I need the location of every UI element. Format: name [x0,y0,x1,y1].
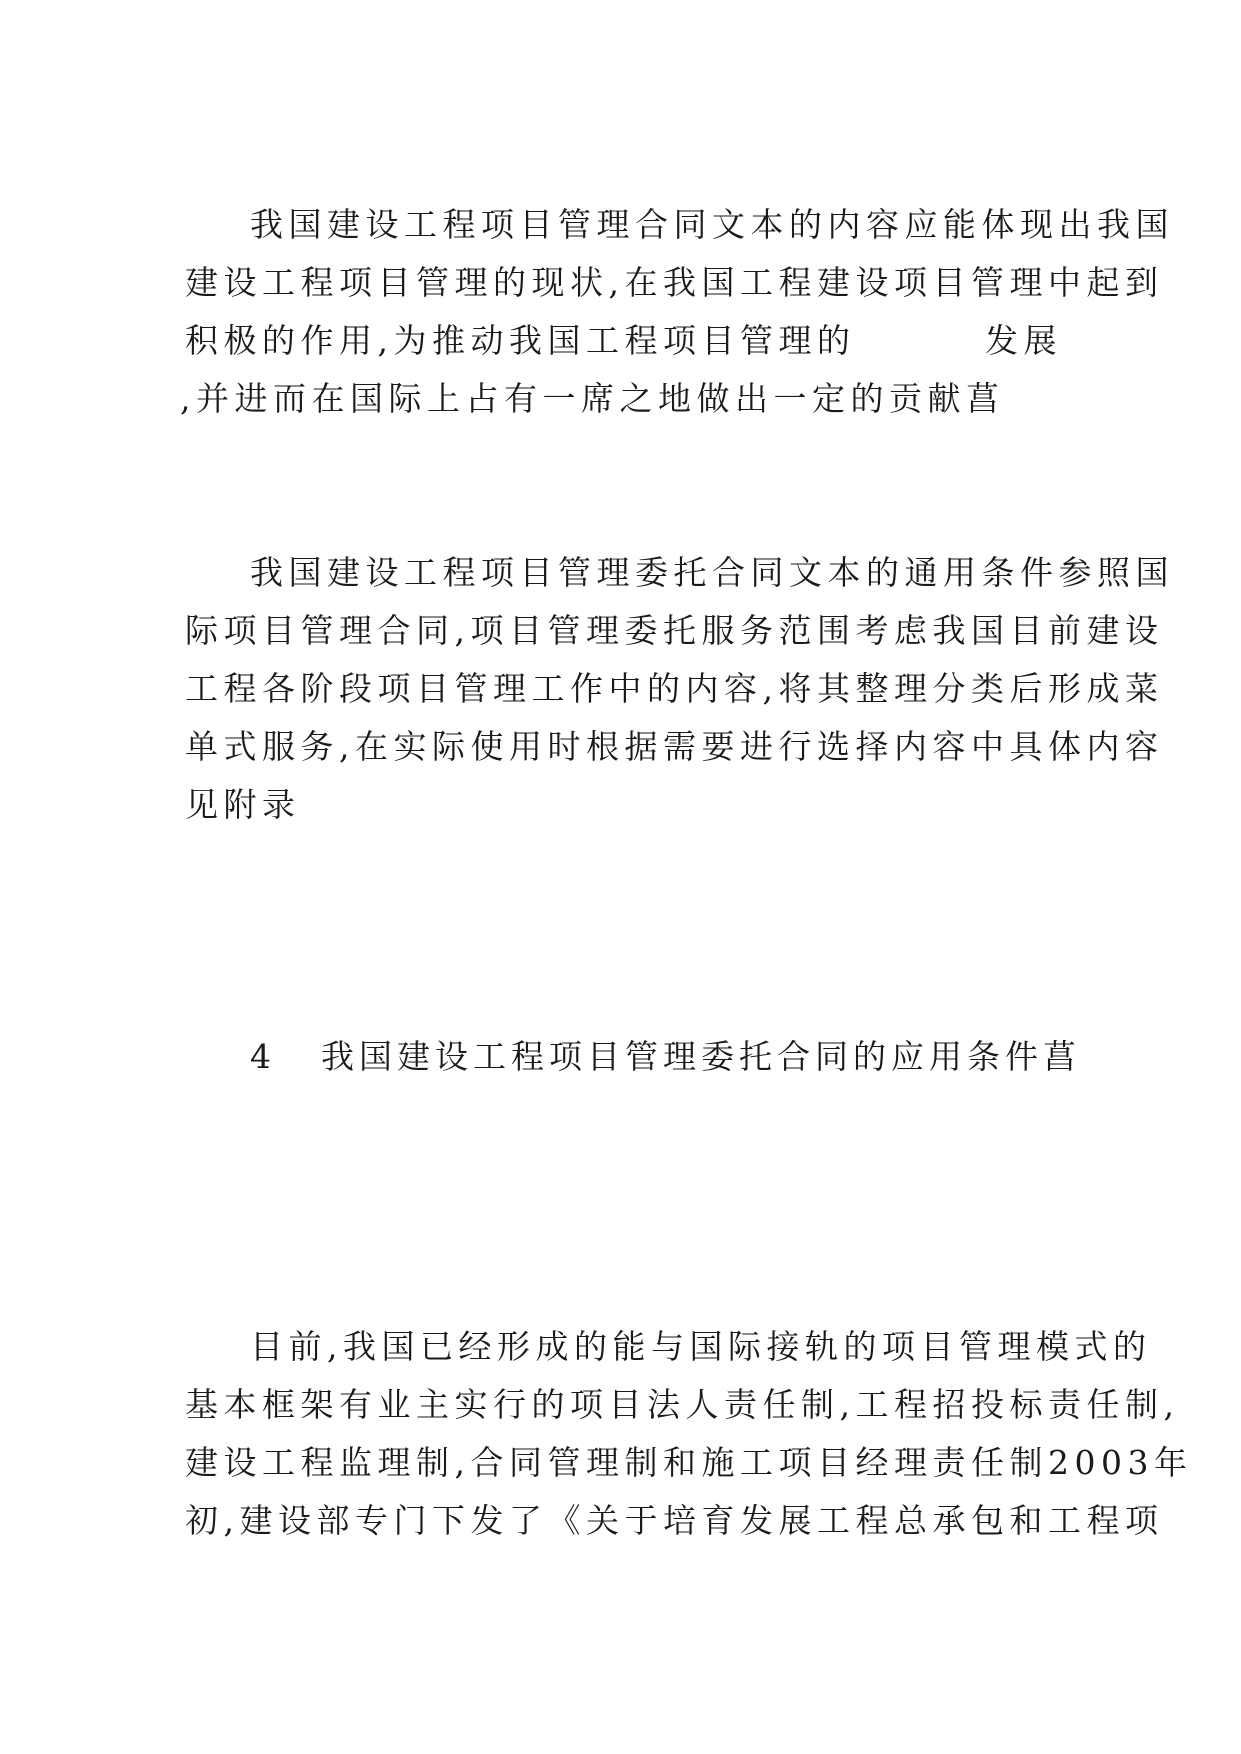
paragraph-2-line-4: 单式服务,在实际使用时根据需要进行选择内容中具体内容 [185,727,1164,766]
paragraph-3-line-1: 目前,我国已经形成的能与国际接轨的项目管理模式的 [250,1327,1152,1366]
paragraph-1-line-4: ,并进而在国际上占有一席之地做出一定的贡献菖 [180,379,1005,418]
paragraph-3-line-3: 建设工程监理制,合同管理制和施工项目经理责任制2003年 [185,1443,1193,1482]
paragraph-2-line-3: 工程各阶段项目管理工作中的内容,将其整理分类后形成菜 [185,669,1164,708]
section-title: 我国建设工程项目管理委托合同的应用条件菖 [321,1037,1081,1076]
paragraph-1-line-1: 我国建设工程项目管理合同文本的内容应能体现出我国 [250,205,1174,244]
paragraph-3-line-4: 初,建设部专门下发了《关于培育发展工程总承包和工程项 [185,1501,1164,1540]
section-heading [250,1037,1081,1077]
paragraph-2-line-5: 见附录 [185,785,301,824]
paragraph-2-line-1: 我国建设工程项目管理委托合同文本的通用条件参照国 [250,553,1174,592]
paragraph-3-line-2: 基本框架有业主实行的项目法人责任制,工程招投标责任制, [185,1385,1180,1424]
paragraph-1-line-2: 建设工程项目管理的现状,在我国工程建设项目管理中起到 [185,263,1164,302]
paragraph-1-line-3: 积极的作用,为推动我国工程项目管理的 [185,321,856,360]
paragraph-2-line-2: 际项目管理合同,项目管理委托服务范围考虑我国目前建设 [185,611,1164,650]
section-number: 4 [250,1037,276,1076]
paragraph-1-line-3-right: 发展 [985,321,1062,360]
